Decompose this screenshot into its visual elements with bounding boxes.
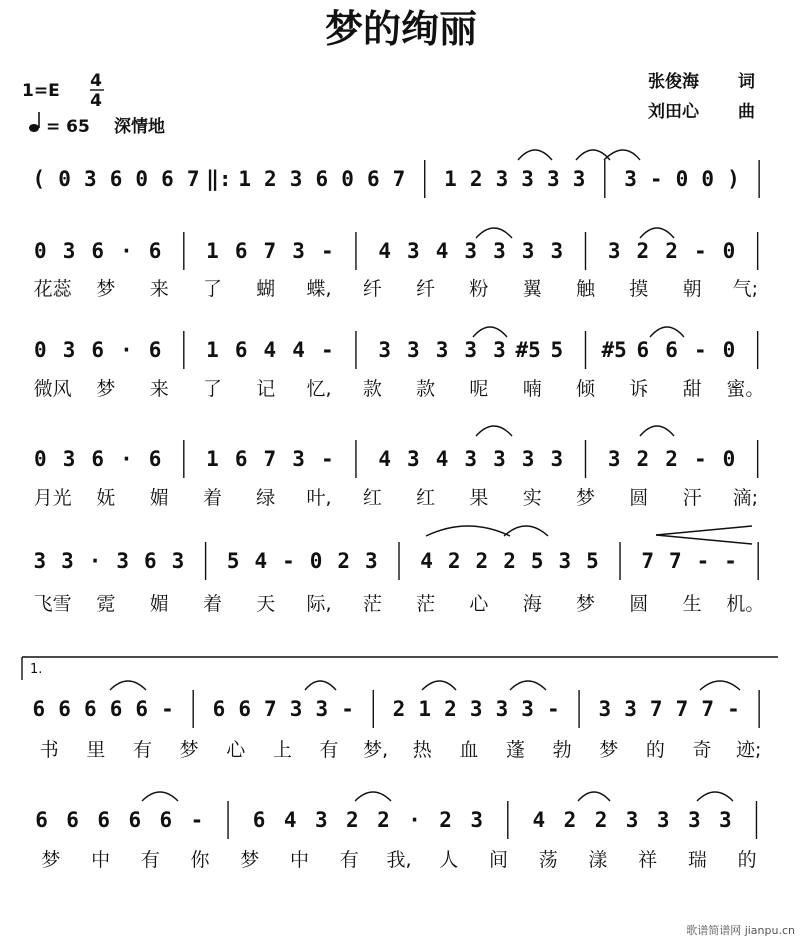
note-token: 3 [464,338,478,362]
lyric-syllable: 滴; [732,487,759,509]
lyric-syllable: 梦 [240,849,260,871]
note-token: 6 [212,697,226,721]
note-token: 2 [377,808,390,832]
note-token: 3 [365,549,378,573]
note-token: 0 [341,167,354,191]
note-token: 6 [58,697,71,721]
lyric-syllable: 红 [362,487,382,509]
note-token: 3 [407,338,420,362]
note-token: 3 [470,808,484,832]
note-token: 4 [263,338,277,362]
note-token: 3 [598,697,612,721]
note-token: - [320,447,334,471]
note-token: 3 [171,549,185,573]
note-token: 1 [444,167,457,191]
note-token: 3 [61,549,74,573]
note-token: 3 [464,239,478,263]
note-token: 2 [264,167,277,191]
note-token: 2 [392,697,406,721]
lyric-syllable: 摸 [629,278,649,300]
note-token: 2 [346,808,359,832]
note-token: 7 [649,697,663,721]
lyric-syllable: 有 [319,739,339,761]
note-token: 6 [234,338,248,362]
note-token: 6 [109,697,123,721]
note-token: 3 [719,808,732,832]
note-token: 4 [420,549,433,573]
lyric-syllable: 天 [256,593,276,615]
lyric-syllable: 梦 [179,739,199,761]
ending-marker: 1. [30,662,43,677]
lyric-syllable: 荡 [538,849,558,871]
lyric-syllable: 里 [86,739,106,761]
note-token: 3 [292,447,305,471]
note-token: 6 [91,338,105,362]
score-systems [33,160,765,871]
lyric-syllable: 来 [149,278,169,300]
note-token: · [88,549,102,573]
note-token: 3 [572,167,586,191]
lyric-syllable: 圆 [629,593,649,615]
note-token: 3 [315,697,329,721]
lyric-syllable: 汗 [682,487,702,509]
note-token: 6 [32,697,46,721]
lyric-syllable: 记 [256,378,276,400]
lyric-syllable: 中 [290,849,310,871]
lyric-syllable: 有 [133,739,153,761]
note-token: 3 [435,338,449,362]
note-token: 0 [58,167,71,191]
watermark: 歌谱简谱网 jianpu.cn [686,924,795,937]
note-token: · [120,447,133,471]
note-token: 4 [435,447,449,471]
note-token: 6 [234,447,248,471]
note-token: 3 [624,167,637,191]
lyric-syllable: 忆, [306,378,332,400]
note-token: 3 [521,167,534,191]
note-token: 3 [378,338,391,362]
note-token: 6 [252,808,266,832]
score-system [33,690,762,761]
note-token: 7 [701,697,715,721]
lyric-syllable: 媚 [149,593,169,615]
note-token: 6 [366,167,380,191]
note-token: 3 [495,167,509,191]
lyric-syllable: 蝴 [256,278,276,300]
lyric-syllable: 朝 [682,278,702,300]
note-token: 6 [109,167,123,191]
lyric-syllable: 了 [202,378,223,400]
note-token: - [696,549,710,573]
note-token: 3 [469,697,483,721]
lyric-syllable: 热 [412,739,432,761]
note-token: 2 [444,697,457,721]
lyric-syllable: 梦 [575,593,596,615]
note-token: 3 [289,697,303,721]
note-token: 0 [309,549,323,573]
note-token: 6 [148,239,162,263]
lyric-syllable: 蓬 [506,739,526,761]
note-token: 6 [234,239,248,263]
lyric-syllable: 际, [306,593,332,615]
lyricist-name: 张俊海 [648,72,699,92]
note-token: #5 [601,338,627,362]
note-token: 7 [392,167,406,191]
note-token: - [341,697,354,721]
lyric-syllable: 触 [575,278,596,300]
note-token: 6 [128,808,142,832]
score-system [34,232,758,300]
note-token: 3 [558,549,572,573]
lyric-syllable: 来 [149,378,169,400]
note-token: - [190,808,204,832]
note-token: ) [727,167,740,191]
note-token: 0 [135,167,149,191]
lyric-syllable: 果 [469,487,489,509]
note-token: 3 [116,549,130,573]
lyric-syllable: 茫 [416,593,436,615]
lyric-syllable: 呢 [469,378,489,400]
note-token: 4 [254,549,268,573]
lyric-syllable: 梦 [599,739,619,761]
note-token: · [408,808,421,832]
note-token: 2 [439,808,452,832]
lyric-syllable: 梦 [96,278,116,300]
note-token: 1 [238,167,251,191]
score-system [33,160,760,198]
note-token: 6 [135,697,149,721]
note-token: 6 [238,697,251,721]
note-token: 3 [62,447,76,471]
lyric-syllable: 瑞 [687,849,707,871]
note-token: 7 [641,549,654,573]
lyric-syllable: 人 [439,849,459,871]
lyric-syllable: 迹; [735,739,762,761]
lyric-syllable: 气; [732,278,759,300]
note-token: - [727,697,740,721]
score-system [33,542,764,615]
note-token: 3 [407,239,420,263]
note-token: 1 [206,447,219,471]
score-system [34,331,765,400]
lyric-syllable: 上 [272,739,292,761]
note-token: - [649,167,663,191]
note-token: 3 [547,167,560,191]
note-token: 6 [161,167,174,191]
note-token: 3 [464,447,478,471]
lyric-syllable: 梦 [41,849,61,871]
note-token: 5 [530,549,544,573]
note-token: - [282,549,295,573]
note-token: ‖: [206,167,232,191]
note-token: 3 [289,167,303,191]
note-token: 6 [91,447,105,471]
note-token: 0 [34,338,47,362]
lyric-syllable: 甜 [682,378,702,400]
note-token: - [161,697,174,721]
note-token: 3 [521,239,535,263]
lyric-syllable: 有 [339,849,359,871]
note-token: 3 [550,447,564,471]
lyric-syllable: 心 [226,739,246,761]
note-token: - [724,549,737,573]
note-token: 4 [292,338,305,362]
note-token: - [693,239,707,263]
note-token: 6 [148,338,162,362]
lyric-syllable: 诉 [629,378,649,400]
note-token: - [547,697,560,721]
note-token: 0 [34,239,47,263]
note-token: 7 [263,239,277,263]
lyric-syllable: 媚 [149,487,169,509]
score-system [35,801,756,871]
meter-bottom: 4 [90,91,102,111]
lyric-syllable: 书 [39,739,59,761]
note-token: 2 [475,549,489,573]
note-token: 6 [148,447,162,471]
lyric-syllable: 飞雪 [33,593,72,615]
lyric-syllable: 梦, [363,739,389,761]
composer-name: 刘田心 [648,102,699,122]
lyric-syllable: 的 [737,849,757,871]
lyric-syllable: 着 [202,487,223,509]
lyric-syllable: 纤 [362,278,382,300]
lyric-syllable: 蜜。 [726,378,765,400]
note-token: 1 [418,697,432,721]
note-token: 6 [66,808,79,832]
lyric-syllable: 茫 [362,593,382,615]
note-token: 6 [636,338,650,362]
note-token: 6 [144,549,157,573]
lyric-syllable: 的 [645,739,665,761]
note-token: 7 [263,447,277,471]
lyric-syllable: 祥 [638,849,658,871]
note-token: · [120,338,133,362]
note-token: 0 [701,167,715,191]
note-token: 0 [722,447,736,471]
note-token: 3 [493,338,506,362]
lyric-syllable: 蝶, [306,278,332,300]
lyric-syllable: 款 [416,378,436,400]
lyric-syllable: 漾 [588,849,608,871]
note-token: 2 [563,808,577,832]
lyric-syllable: 间 [488,849,508,871]
note-token: · [120,239,133,263]
lyric-syllable: 实 [522,487,542,509]
note-token: 3 [625,808,639,832]
lyric-syllable: 绿 [256,487,276,509]
lyric-syllable: 你 [190,849,210,871]
lyric-syllable: 血 [459,739,479,761]
note-token: 6 [665,338,678,362]
note-token: 2 [447,549,461,573]
note-token: 3 [607,239,621,263]
score-system [34,440,758,509]
note-token: 4 [283,808,297,832]
note-token: 3 [62,338,76,362]
note-token: 3 [33,549,47,573]
note-token: 7 [668,549,682,573]
composer-role: 曲 [738,102,755,122]
note-token: - [693,447,707,471]
note-token: 6 [159,808,173,832]
lyric-syllable: 红 [416,487,436,509]
note-token: 0 [722,338,736,362]
note-token: 7 [264,697,277,721]
note-token: 3 [493,447,506,471]
note-token: 2 [636,447,650,471]
note-token: 6 [97,808,111,832]
note-token: 7 [675,697,689,721]
note-token: 5 [550,338,564,362]
note-token: 2 [665,447,678,471]
lyric-syllable: 梦 [96,378,116,400]
note-token: 5 [226,549,240,573]
lyric-syllable: 机。 [726,593,765,615]
key-signature: 1=E [22,81,60,101]
note-token: 3 [624,697,637,721]
note-token: 0 [722,239,736,263]
note-token: 2 [594,808,608,832]
lyric-syllable: 微风 [33,378,72,400]
note-token: 6 [83,697,97,721]
expression: 深情地 [114,117,165,137]
lyric-syllable: 花蕊 [33,278,72,300]
note-token: 3 [314,808,328,832]
tempo: = 65 [46,117,90,137]
note-token: 2 [469,167,483,191]
lyric-syllable: 月光 [33,487,72,509]
note-token: 4 [532,808,546,832]
note-token: 3 [83,167,97,191]
lyric-syllable: 勃 [552,739,572,761]
note-token: 1 [206,239,219,263]
note-token: 3 [62,239,76,263]
lyric-syllable: 妩 [96,487,116,509]
note-token: 3 [656,808,670,832]
lyric-syllable: 圆 [629,487,649,509]
note-token: #5 [515,338,541,362]
note-token: 4 [378,239,391,263]
lyric-syllable: 叶, [306,487,332,509]
note-token: - [320,239,334,263]
lyric-syllable: 有 [140,849,160,871]
lyricist-role: 词 [738,72,755,92]
lyric-syllable: 我, [386,849,412,871]
lyric-syllable: 喃 [522,378,542,400]
meter-top: 4 [90,71,102,91]
note-token: 2 [337,549,351,573]
lyric-syllable: 了 [202,278,223,300]
lyric-syllable: 海 [522,593,542,615]
hairpin-icon [656,526,752,544]
note-token: 6 [315,167,329,191]
lyric-syllable: 奇 [692,739,712,761]
note-token: - [693,338,707,362]
note-token: 3 [521,447,535,471]
note-token: 7 [186,167,200,191]
note-token: 3 [292,239,305,263]
note-token: 3 [521,697,534,721]
lyric-syllable: 心 [469,593,489,615]
note-token: 5 [586,549,599,573]
note-token: 1 [206,338,219,362]
lyric-syllable: 中 [91,849,111,871]
note-token: 3 [550,239,564,263]
lyric-syllable: 霓 [96,593,116,615]
quarter-note-icon [29,112,39,132]
note-token: 0 [34,447,47,471]
lyric-syllable: 着 [202,593,223,615]
note-token: - [320,338,334,362]
note-token: 6 [35,808,48,832]
note-token: 3 [495,697,509,721]
lyric-syllable: 梦 [575,487,596,509]
note-token: 3 [407,447,420,471]
lyric-syllable: 粉 [469,278,489,300]
note-token: 3 [687,808,701,832]
note-token: 2 [636,239,650,263]
lyric-syllable: 翼 [522,278,542,300]
note-token: 6 [91,239,105,263]
note-token: 4 [378,447,391,471]
lyric-syllable: 生 [682,593,702,615]
note-token: 0 [675,167,689,191]
note-token: 2 [503,549,516,573]
lyric-syllable: 倾 [575,378,596,400]
note-token: 2 [665,239,678,263]
song-title: 梦的绚丽 [324,7,478,51]
note-token: 3 [493,239,506,263]
lyric-syllable: 款 [362,378,382,400]
note-token: 3 [607,447,621,471]
note-token: ( [32,167,46,191]
note-token: 4 [435,239,449,263]
lyric-syllable: 纤 [416,278,436,300]
